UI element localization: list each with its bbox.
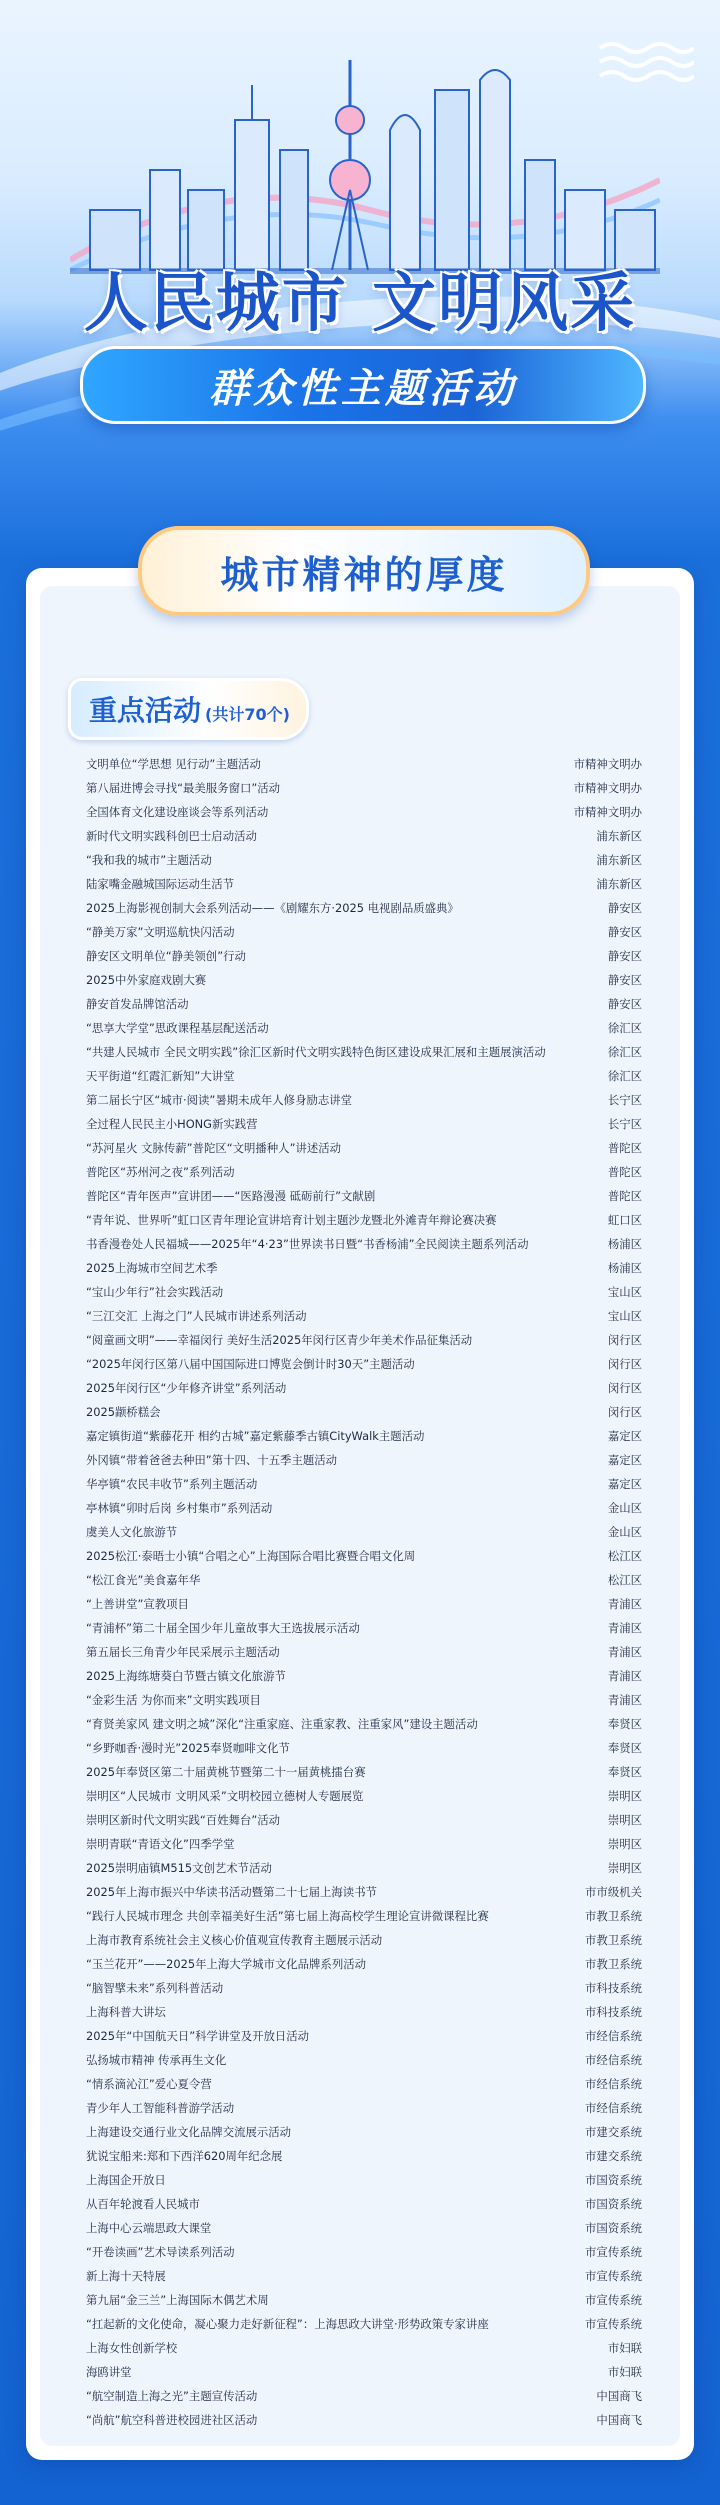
activity-row: [86, 2312, 642, 2336]
activity-row: [86, 1208, 642, 1232]
activity-row: [86, 1832, 642, 1856]
activity-organizer: 静安区: [607, 997, 642, 1011]
activity-row: [86, 2288, 642, 2312]
activity-row: [86, 1880, 642, 1904]
activity-row: [86, 1616, 642, 1640]
activity-name: 亭林镇“卯时后岗 乡村集市”系列活动: [86, 1501, 273, 1515]
activity-row: [86, 2168, 642, 2192]
activity-organizer: 静安区: [607, 925, 642, 939]
activity-name: 2025年奉贤区第二十届黄桃节暨第二十一届黄桃擂台赛: [86, 1765, 366, 1779]
activity-row: [86, 2264, 642, 2288]
activity-row: [86, 2384, 642, 2408]
activity-name: 2025年闵行区“少年修齐讲堂”系列活动: [86, 1381, 287, 1395]
activity-name: 华亭镇“农民丰收节”系列主题活动: [86, 1477, 258, 1491]
activity-organizer: 奉贤区: [607, 1765, 642, 1779]
activity-row: [86, 1376, 642, 1400]
activity-row: [86, 872, 642, 896]
activity-row: [86, 800, 642, 824]
activity-name: “静美万家”文明巡航快闪活动: [86, 925, 235, 939]
activity-name: 全过程人民民主小HONG新实践营: [86, 1117, 258, 1131]
activity-name: “脑智擘未来”系列科普活动: [86, 1981, 224, 1995]
activity-name: 嘉定镇街道“紫藤花开 相约古城”嘉定紫藤季古镇CityWalk主题活动: [86, 1429, 425, 1443]
activity-row: [86, 1472, 642, 1496]
activity-row: [86, 1256, 642, 1280]
activity-name: 上海中心云端思政大课堂: [86, 2221, 212, 2235]
activity-organizer: 市国资系统: [585, 2173, 642, 2187]
activity-name: 上海女性创新学校: [86, 2341, 178, 2355]
activity-row: [86, 1328, 642, 1352]
activity-row: [86, 1808, 642, 1832]
activity-name: “共建人民城市 全民文明实践”徐汇区新时代文明实践特色街区建设成果汇展和主题展演活动: [86, 1045, 546, 1059]
activity-organizer: 市建交系统: [585, 2149, 642, 2163]
activity-name: 静安首发品牌馆活动: [86, 997, 189, 1011]
activity-organizer: 嘉定区: [607, 1429, 642, 1443]
activity-row: [86, 2072, 642, 2096]
key-activities-tag: [68, 678, 309, 740]
activity-row: [86, 1496, 642, 1520]
activity-row: [86, 1448, 642, 1472]
activity-organizer: 浦东新区: [596, 853, 642, 867]
activity-name: “苏河星火 文脉传薪”普陀区“文明播种人”讲述活动: [86, 1141, 342, 1155]
activity-name: 天平街道“红霞汇新知”大讲堂: [86, 1069, 235, 1083]
activity-organizer: 松江区: [607, 1573, 642, 1587]
activity-name: 虞美人文化旅游节: [86, 1525, 178, 1539]
activity-organizer: 青浦区: [607, 1669, 642, 1683]
activity-name: 上海建设交通行业文化品牌交流展示活动: [86, 2125, 292, 2139]
activity-organizer: 杨浦区: [607, 1237, 642, 1251]
activity-organizer: 中国商飞: [596, 2389, 642, 2403]
activity-organizer: 长宁区: [607, 1093, 642, 1107]
activity-organizer: 静安区: [607, 901, 642, 915]
activity-row: [86, 848, 642, 872]
activity-row: [86, 1520, 642, 1544]
activity-organizer: 徐汇区: [607, 1021, 642, 1035]
activity-row: [86, 2144, 642, 2168]
activity-name: 崇明青联“青语文化”四季学堂: [86, 1837, 235, 1851]
activity-organizer: 市精神文明办: [573, 805, 642, 819]
activity-organizer: 崇明区: [607, 1861, 642, 1875]
activity-organizer: 普陀区: [607, 1189, 642, 1203]
activity-row: [86, 2048, 642, 2072]
activity-row: [86, 1424, 642, 1448]
activity-name: “玉兰花开”——2025年上海大学城市文化品牌系列活动: [86, 1957, 366, 1971]
activity-row: [86, 944, 642, 968]
activity-organizer: 奉贤区: [607, 1741, 642, 1755]
activity-name: 上海国企开放日: [86, 2173, 166, 2187]
activity-row: [86, 1928, 642, 1952]
activity-row: [86, 2336, 642, 2360]
activity-organizer: 虹口区: [607, 1213, 642, 1227]
activity-row: [86, 1712, 642, 1736]
activity-row: [86, 1664, 642, 1688]
activity-row: [86, 1400, 642, 1424]
activity-name: “松江食光”美食嘉年华: [86, 1573, 201, 1587]
activity-organizer: 青浦区: [607, 1621, 642, 1635]
activity-organizer: 金山区: [607, 1525, 642, 1539]
activity-row: [86, 2000, 642, 2024]
activity-organizer: 市国资系统: [585, 2197, 642, 2211]
activity-name: 2025中外家庭戏剧大赛: [86, 973, 207, 987]
activity-list: [86, 752, 642, 2432]
activity-organizer: 市市级机关: [585, 1885, 642, 1899]
activity-name: “开卷读画”艺术导读系列活动: [86, 2245, 235, 2259]
activity-name: 上海科普大讲坛: [86, 2005, 166, 2019]
activity-name: “青浦杯”第二十届全国少年儿童故事大王选拔展示活动: [86, 1621, 360, 1635]
activity-name: “航空制造上海之光”主题宣传活动: [86, 2389, 258, 2403]
section-title-pill: [138, 526, 590, 616]
activity-name: 2025上海练塘葵白节暨古镇文化旅游节: [86, 1669, 286, 1683]
activity-row: [86, 824, 642, 848]
activity-organizer: 市精神文明办: [573, 757, 642, 771]
activity-row: [86, 1160, 642, 1184]
activity-name: 崇明区新时代文明实践“百姓舞台”活动: [86, 1813, 281, 1827]
activity-organizer: 中国商飞: [596, 2413, 642, 2427]
activity-organizer: 闵行区: [607, 1357, 642, 1371]
activity-name: “青年说、世界听”虹口区青年理论宣讲培育计划主题沙龙暨北外滩青年辩论赛决赛: [86, 1213, 497, 1227]
activity-organizer: 浦东新区: [596, 877, 642, 891]
activity-name: “乡野咖香·漫时光”2025奉贤咖啡文化节: [86, 1741, 290, 1755]
activity-row: [86, 1544, 642, 1568]
activity-row: [86, 2360, 642, 2384]
activity-organizer: 市妇联: [607, 2341, 642, 2355]
activity-organizer: 市国资系统: [585, 2221, 642, 2235]
activity-organizer: 青浦区: [607, 1693, 642, 1707]
activity-row: [86, 1352, 642, 1376]
activity-name: 第八届进博会寻找“最美服务窗口”活动: [86, 781, 281, 795]
activity-name: “思享大学堂”思政课程基层配送活动: [86, 1021, 269, 1035]
activity-name: “金彩生活 为你而来”文明实践项目: [86, 1693, 261, 1707]
activity-name: 2025上海城市空间艺术季: [86, 1261, 218, 1275]
activity-row: [86, 1232, 642, 1256]
activity-organizer: 市宣传系统: [585, 2293, 642, 2307]
activity-organizer: 徐汇区: [607, 1045, 642, 1059]
activity-row: [86, 776, 642, 800]
activity-organizer: 杨浦区: [607, 1261, 642, 1275]
activity-organizer: 宝山区: [607, 1285, 642, 1299]
activity-name: “尚航”航空科普进校园进社区活动: [86, 2413, 258, 2427]
activity-organizer: 崇明区: [607, 1813, 642, 1827]
activity-row: [86, 1736, 642, 1760]
activity-organizer: 浦东新区: [596, 829, 642, 843]
activity-row: [86, 1568, 642, 1592]
banner-subtitle: 群众性主题活动: [209, 365, 517, 412]
activity-row: [86, 2216, 642, 2240]
activity-row: [86, 968, 642, 992]
activity-row: [86, 920, 642, 944]
activity-row: [86, 2120, 642, 2144]
activity-organizer: 青浦区: [607, 1645, 642, 1659]
banner-subtitle-pill: [80, 346, 646, 424]
activity-name: 上海市教育系统社会主义核心价值观宣传教育主题展示活动: [86, 1933, 383, 1947]
activity-organizer: 闵行区: [607, 1405, 642, 1419]
activity-name: 全国体育文化建设座谈会等系列活动: [86, 805, 269, 819]
activity-organizer: 闵行区: [607, 1333, 642, 1347]
activity-row: [86, 1136, 642, 1160]
activity-organizer: 市经信系统: [585, 2101, 642, 2115]
activity-name: 2025颛桥糕会: [86, 1405, 161, 1419]
activity-organizer: 嘉定区: [607, 1453, 642, 1467]
activity-organizer: 市教卫系统: [585, 1909, 642, 1923]
activity-name: 2025松江·泰晤士小镇“合唱之心”上海国际合唱比赛暨合唱文化周: [86, 1549, 416, 1563]
activity-organizer: 长宁区: [607, 1117, 642, 1131]
activity-row: [86, 1784, 642, 1808]
activity-row: [86, 1688, 642, 1712]
activity-name: “我和我的城市”主题活动: [86, 853, 212, 867]
activity-name: “三江交汇 上海之门”人民城市讲述系列活动: [86, 1309, 307, 1323]
activity-name: 第五届长三角青少年民采展示主题活动: [86, 1645, 280, 1659]
activity-organizer: 市经信系统: [585, 2029, 642, 2043]
activity-name: 2025年上海市振兴中华读书活动暨第二十七届上海读书节: [86, 1885, 377, 1899]
activity-name: 海鸥讲堂: [86, 2365, 132, 2379]
activity-row: [86, 2192, 642, 2216]
activity-organizer: 嘉定区: [607, 1477, 642, 1491]
activity-row: [86, 992, 642, 1016]
activity-name: 第二届长宁区“城市·阅读”暑期未成年人修身励志讲堂: [86, 1093, 353, 1107]
activity-row: [86, 2096, 642, 2120]
activity-organizer: 市宣传系统: [585, 2317, 642, 2331]
activity-row: [86, 1280, 642, 1304]
activity-row: [86, 1904, 642, 1928]
activity-name: 从百年轮渡看人民城市: [86, 2197, 200, 2211]
activity-name: 新时代文明实践科创巴士启动活动: [86, 829, 257, 843]
activity-organizer: 市教卫系统: [585, 1933, 642, 1947]
activity-name: 普陀区“青年医声”宣讲团——“医路漫漫 砥砺前行”文献剧: [86, 1189, 376, 1203]
activity-name: “上善讲堂”宣教项目: [86, 1597, 189, 1611]
activity-organizer: 普陀区: [607, 1141, 642, 1155]
activity-organizer: 市科技系统: [585, 2005, 642, 2019]
activity-name: “育贤美家风 建文明之城”深化“注重家庭、注重家教、注重家风”建设主题活动: [86, 1717, 478, 1731]
activity-name: 文明单位“学思想 见行动”主题活动: [86, 757, 261, 771]
activity-organizer: 市教卫系统: [585, 1957, 642, 1971]
activity-row: [86, 1640, 642, 1664]
activity-name: 静安区文明单位“静美领创”行动: [86, 949, 246, 963]
activity-row: [86, 1088, 642, 1112]
activity-row: [86, 1016, 642, 1040]
activity-row: [86, 1976, 642, 2000]
activity-row: [86, 2024, 642, 2048]
activity-row: [86, 2240, 642, 2264]
activity-organizer: 静安区: [607, 949, 642, 963]
activity-organizer: 市妇联: [607, 2365, 642, 2379]
activity-organizer: 市建交系统: [585, 2125, 642, 2139]
activity-row: [86, 1592, 642, 1616]
activity-organizer: 青浦区: [607, 1597, 642, 1611]
activity-name: “践行人民城市理念 共创幸福美好生活”第七届上海高校学生理论宣讲微课程比赛: [86, 1909, 489, 1923]
activity-name: 书香漫卷处人民福城——2025年“4·23”世界读书日暨“书香杨浦”全民阅读主题系列活动: [86, 1237, 529, 1251]
activity-organizer: 市宣传系统: [585, 2269, 642, 2283]
activity-name: “阅童画文明”——幸福闵行 美好生活2025年闵行区青少年美术作品征集活动: [86, 1333, 473, 1347]
activity-name: 犹说宝船来:郑和下西洋620周年纪念展: [86, 2149, 283, 2163]
activity-organizer: 徐汇区: [607, 1069, 642, 1083]
activity-name: 第九届“金三兰”上海国际木偶艺术周: [86, 2293, 269, 2307]
activity-name: “2025年闵行区第八届中国国际进口博览会倒计时30天”主题活动: [86, 1357, 415, 1371]
activity-row: [86, 1112, 642, 1136]
activity-row: [86, 1760, 642, 1784]
activity-name: 普陀区“苏州河之夜”系列活动: [86, 1165, 235, 1179]
activity-name: “情系滴沁江”爱心夏令营: [86, 2077, 212, 2091]
activity-organizer: 市科技系统: [585, 1981, 642, 1995]
activity-row: [86, 1184, 642, 1208]
activity-row: [86, 1064, 642, 1088]
activity-name: 崇明区“人民城市 文明风采”文明校园立德树人专题展览: [86, 1789, 364, 1803]
activity-organizer: 闵行区: [607, 1381, 642, 1395]
activity-organizer: 市经信系统: [585, 2053, 642, 2067]
activity-organizer: 宝山区: [607, 1309, 642, 1323]
activity-name: 2025崇明庙镇M515文创艺术节活动: [86, 1861, 272, 1875]
banner-title: 人民城市 文明风采: [83, 267, 637, 341]
key-activities-title: 重点活动: [89, 694, 202, 727]
activity-organizer: 松江区: [607, 1549, 642, 1563]
activity-organizer: 市宣传系统: [585, 2245, 642, 2259]
activity-organizer: 奉贤区: [607, 1717, 642, 1731]
activity-row: [86, 1040, 642, 1064]
activity-name: 新上海十天特展: [86, 2269, 166, 2283]
activity-row: [86, 752, 642, 776]
activity-row: [86, 1304, 642, 1328]
key-activities-count: (共计70个): [205, 704, 290, 724]
activity-organizer: 市经信系统: [585, 2077, 642, 2091]
activity-organizer: 普陀区: [607, 1165, 642, 1179]
activity-name: 外冈镇“带着爸爸去种田”第十四、十五季主题活动: [86, 1453, 338, 1467]
activity-name: 弘扬城市精神 传承再生文化: [86, 2053, 227, 2067]
activity-organizer: 崇明区: [607, 1789, 642, 1803]
activity-name: 青少年人工智能科普游学活动: [86, 2101, 235, 2115]
activity-organizer: 崇明区: [607, 1837, 642, 1851]
activity-name: 2025上海影视创制大会系列活动——《剧耀东方·2025 电视剧品质盛典》: [86, 901, 459, 915]
activity-row: [86, 1856, 642, 1880]
section-title: 城市精神的厚度: [220, 552, 508, 597]
activity-organizer: 静安区: [607, 973, 642, 987]
activity-organizer: 金山区: [607, 1501, 642, 1515]
activity-name: “扛起新的文化使命，凝心聚力走好新征程”：上海思政大讲堂·形势政策专家讲座: [86, 2317, 489, 2331]
activity-row: [86, 2408, 642, 2432]
activity-row: [86, 896, 642, 920]
activity-name: 陆家嘴金融城国际运动生活节: [86, 877, 235, 891]
activity-row: [86, 1952, 642, 1976]
activity-organizer: 市精神文明办: [573, 781, 642, 795]
activity-name: “宝山少年行”社会实践活动: [86, 1285, 224, 1299]
activity-name: 2025年“中国航天日”科学讲堂及开放日活动: [86, 2029, 310, 2043]
